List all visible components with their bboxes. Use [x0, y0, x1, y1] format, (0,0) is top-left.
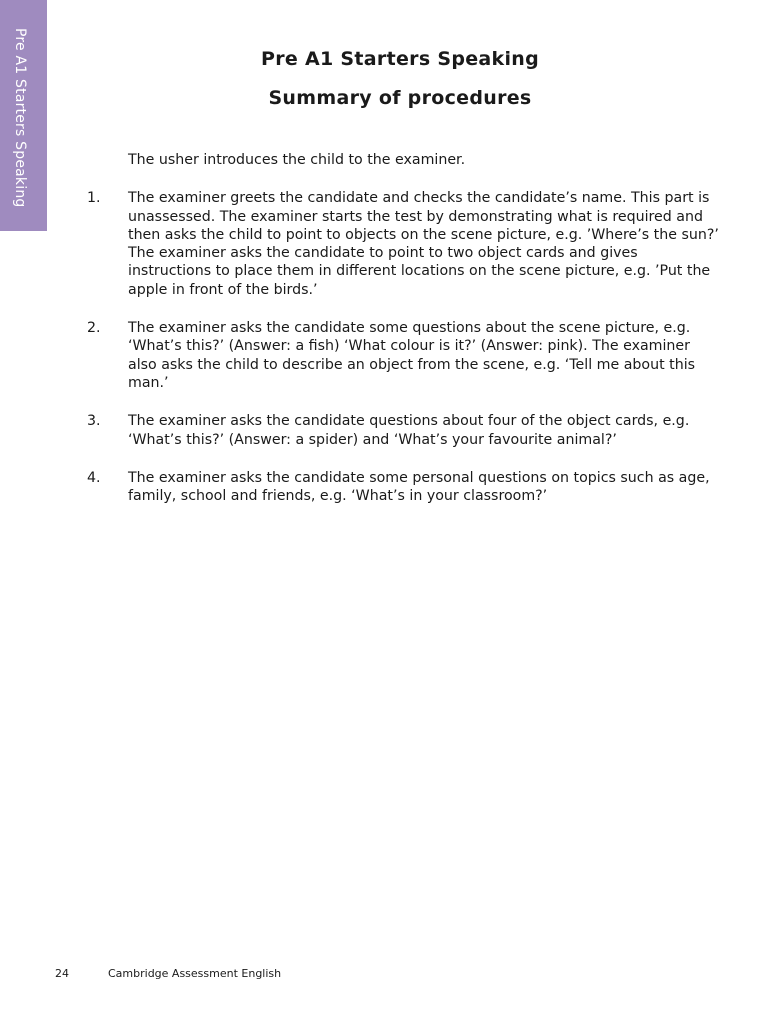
page-subtitle: Summary of procedures	[268, 87, 532, 109]
step-text: The examiner asks the candidate some personal questions on topics such as age, family, school and friends, e.g. ‘What’s in your classroom?’	[128, 469, 710, 505]
side-tab-label: Pre A1 Starters Speaking	[12, 28, 28, 208]
list-item	[87, 469, 722, 506]
side-tab	[0, 0, 47, 231]
page-footer	[55, 967, 281, 980]
page-title: Pre A1 Starters Speaking	[260, 48, 540, 70]
list-item	[87, 189, 722, 299]
step-text: The examiner greets the candidate and checks the candidate’s name. This part is unassessed. The examiner starts the test by demonstrating what is required and then asks the child to point to objects on the scene picture, e.g. ’Where’s the sun?’ The examiner asks the candidate to point to two object cards and gives instructions to place them in different locations on the scene picture, e.g. ’Put the apple in front of the birds.’	[128, 190, 719, 298]
page-number: 24	[55, 967, 69, 980]
procedure-content	[87, 151, 722, 525]
list-item	[87, 412, 722, 449]
step-text: The examiner asks the candidate some questions about the scene picture, e.g. ‘What’s this?’ (Answer: a fish) ‘What colour is it?’ (Answer: pink). The examiner also asks the child to describe an object from the scene, e.g. ‘Tell me about this man.’	[128, 320, 696, 391]
step-text: The examiner asks the candidate questions about four of the object cards, e.g. ‘What’s this?’ (Answer: a spider) and ‘What’s your favourite animal?’	[128, 413, 690, 448]
list-item	[87, 319, 722, 392]
step-number: 3.	[87, 413, 101, 430]
intro-text: The usher introduces the child to the examiner.	[128, 152, 466, 168]
step-number: 2.	[87, 320, 101, 337]
step-number: 4.	[87, 469, 101, 486]
step-number: 1.	[87, 190, 101, 207]
publisher-name: Cambridge Assessment English	[108, 967, 282, 980]
